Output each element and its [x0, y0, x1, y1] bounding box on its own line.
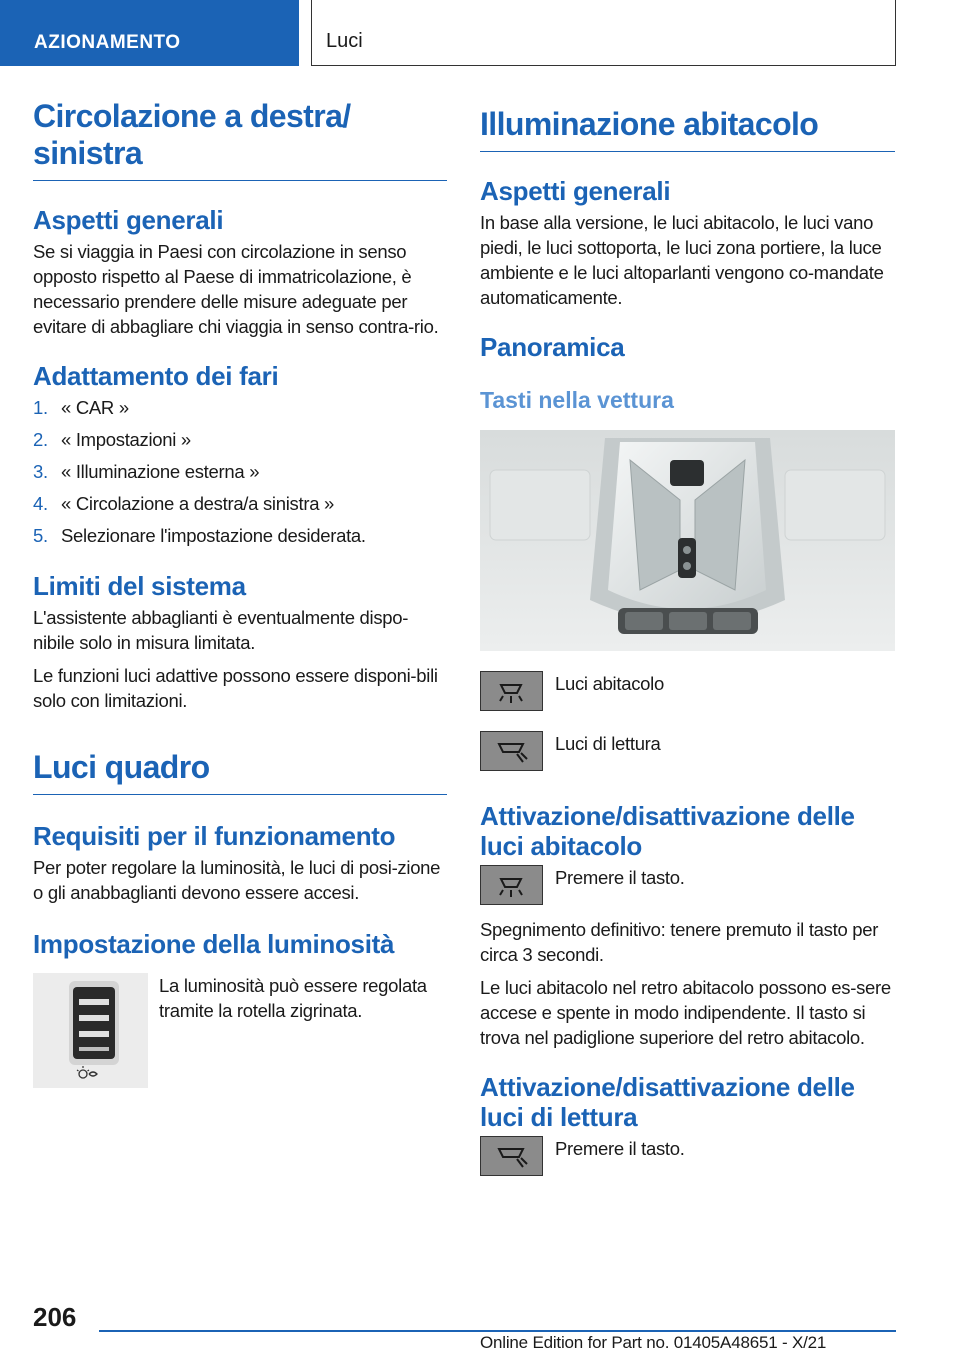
roof-console-photo — [480, 430, 895, 651]
legend-row-interior — [480, 671, 895, 711]
press-row-reading — [480, 1136, 895, 1176]
brightness-row — [33, 973, 447, 1088]
heading-general-right: Aspetti generali — [480, 176, 671, 206]
heading-interior-lighting: Illuminazione abitacolo — [480, 98, 895, 152]
dimmer-wheel-icon — [33, 973, 148, 1088]
heading-general-left: Aspetti generali — [33, 205, 224, 235]
footer-divider — [99, 1330, 896, 1332]
press-button-text-1: Premere il tasto. — [555, 867, 685, 888]
heading-onoff-reading: Attivazione/disattivazione delle luci di lettura — [480, 1072, 855, 1132]
page-header — [0, 0, 960, 66]
limits-text-2: Le funzioni luci adattive possono essere disponi-bili solo con limitazioni. — [33, 665, 438, 711]
list-item: 1. « CAR » — [33, 397, 129, 418]
right-column — [480, 98, 895, 1176]
press-row-interior — [480, 865, 895, 905]
press-button-text-2: Premere il tasto. — [555, 1138, 685, 1159]
list-item: 4. « Circolazione a destra/a sinistra » — [33, 493, 335, 514]
off-permanent-text: Spegnimento definitivo: tenere premuto il tasto per circa 3 secondi. — [480, 919, 879, 965]
headlight-steps — [33, 395, 447, 555]
heading-requirements: Requisiti per il funzionamento — [33, 821, 396, 851]
general-text-left: Se si viaggia in Paesi con circolazione in senso opposto rispetto al Paese di immatricolazione, è necessario prendere delle misure adeguate per evitare di abbagliare chi viaggia in senso contra-rio. — [33, 241, 439, 337]
legend-reading-light: Luci di lettura — [555, 733, 661, 754]
page-number: 206 — [33, 1302, 77, 1332]
heading-brightness: Impostazione della luminosità — [33, 929, 395, 959]
heading-overview: Panoramica — [480, 332, 625, 362]
brightness-text: La luminosità può essere regolata tramite la rotella zigrinata. — [159, 975, 427, 1021]
heading-buttons-in-car: Tasti nella vettura — [480, 387, 674, 413]
footer-edition: Online Edition for Part no. 01405A48651 - X/21 — [480, 1333, 827, 1352]
reading-light-icon — [480, 1136, 543, 1176]
list-item: 3. « Illuminazione esterna » — [33, 461, 260, 482]
interior-light-icon — [480, 865, 543, 905]
heading-system-limits: Limiti del sistema — [33, 571, 246, 601]
requirements-text: Per poter regolare la luminosità, le luci di posi-zione o gli anabbaglianti devono essere accesi. — [33, 857, 441, 903]
chapter-title: Luci — [311, 0, 896, 66]
list-item: 2. « Impostazioni » — [33, 429, 191, 450]
general-text-right: In base alla versione, le luci abitacolo, le luci vano piedi, le luci sottoporta, le luci zona portiere, la luce ambiente e le luci altoparlanti vengono co-mandate automaticamente. — [480, 212, 884, 308]
left-column — [33, 98, 447, 1088]
heading-panel-lights: Luci quadro — [33, 749, 447, 795]
section-tab: AZIONAMENTO — [0, 0, 299, 66]
rear-interior-text: Le luci abitacolo nel retro abitacolo possono es-sere accese e spente in modo indipendente. Il tasto si trova nel padiglione superiore del retro abitacolo. — [480, 977, 891, 1048]
list-item: 5. Selezionare l'impostazione desiderata. — [33, 525, 366, 546]
limits-text-1: L'assistente abbaglianti è eventualmente dispo-nibile solo in misura limitata. — [33, 607, 409, 653]
reading-light-icon — [480, 731, 543, 771]
heading-drive-side: Circolazione a destra/ sinistra — [33, 98, 447, 181]
interior-light-icon — [480, 671, 543, 711]
legend-interior-light: Luci abitacolo — [555, 673, 664, 694]
heading-headlight-adapt: Adattamento dei fari — [33, 361, 279, 391]
legend-row-reading — [480, 731, 895, 771]
heading-onoff-interior: Attivazione/disattivazione delle luci abitacolo — [480, 801, 855, 861]
